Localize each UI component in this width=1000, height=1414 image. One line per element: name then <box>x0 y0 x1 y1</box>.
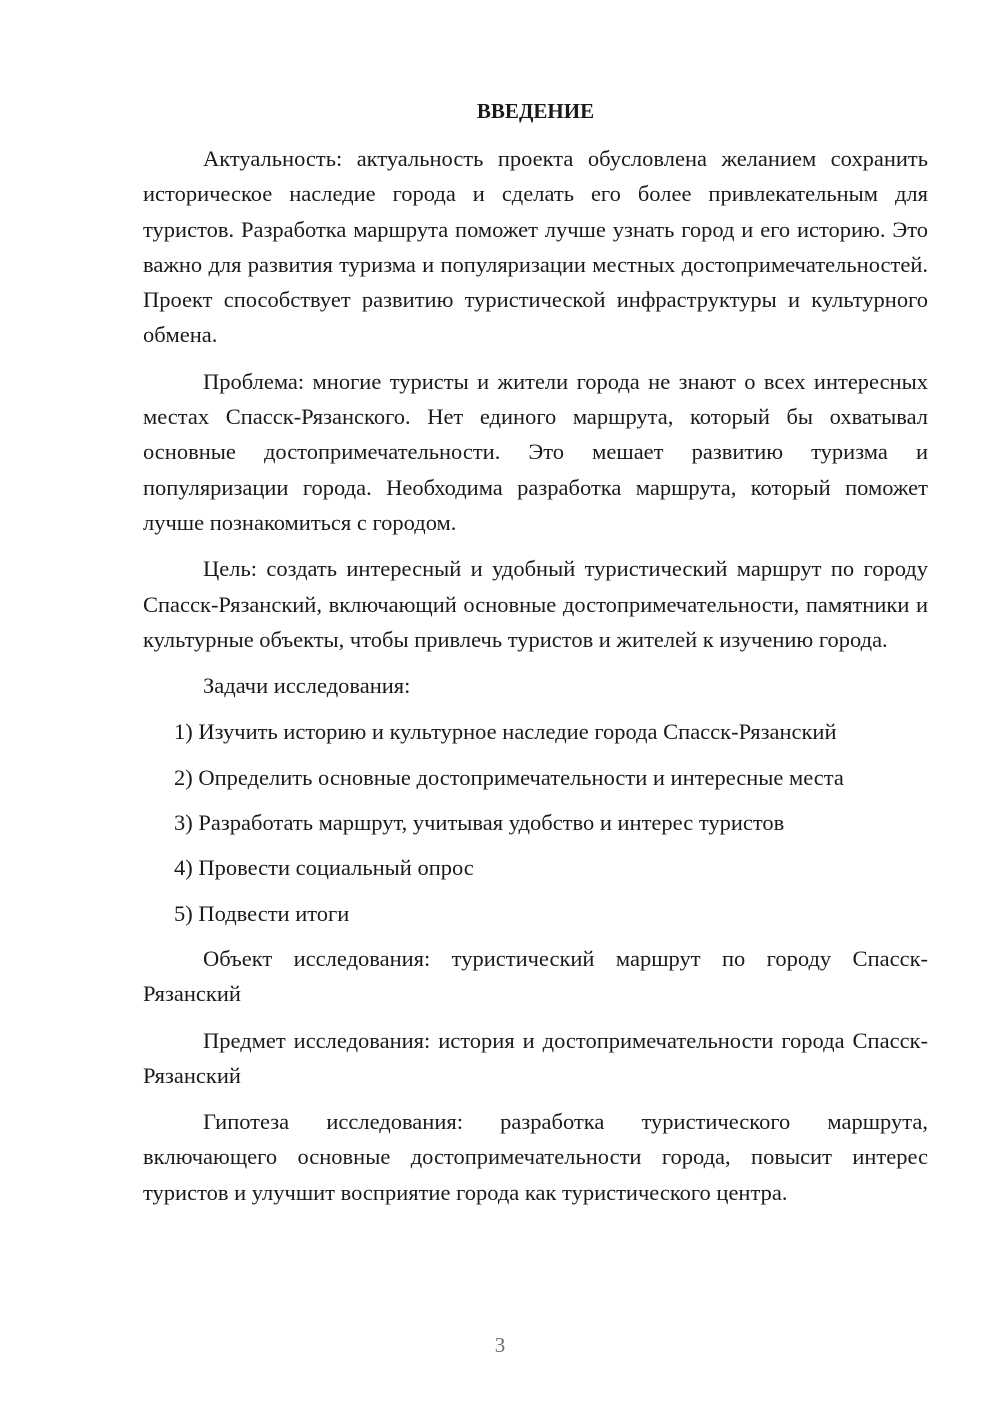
paragraph-goal: Цель: создать интересный и удобный туристический маршрут по городу Спасск-Рязанский, включающий основные достопримечательности, памятники и культурные объекты, чтобы привлечь туристов и жителей к изучению города. <box>143 556 928 652</box>
tasks-heading: Задачи исследования: <box>203 673 411 699</box>
paragraph-hypothesis: Гипотеза исследования: разработка туристического маршрута, включающего основные достопримечательности города, повысит интерес туристов и улучшит восприятие города как туристического центра. <box>143 1109 928 1205</box>
list-item: 1) Изучить историю и культурное наследие города Спасск-Рязанский <box>174 719 837 745</box>
document-body <box>143 141 928 1221</box>
list-item: 3) Разработать маршрут, учитывая удобство и интерес туристов <box>174 810 785 836</box>
list-item: 4) Провести социальный опрос <box>174 855 474 881</box>
page-number: 3 <box>494 1333 506 1357</box>
page-title: ВВЕДЕНИЕ <box>476 99 595 123</box>
list-item: 5) Подвести итоги <box>174 900 350 926</box>
tasks-list <box>143 714 928 930</box>
paragraph-problem: Проблема: многие туристы и жители города не знают о всех интересных местах Спасск-Рязанского. Нет единого маршрута, который бы охватывал основные достопримечательности. Это мешает развитию туризма и популяризации города. Необходима разработка маршрута, который поможет лучше познакомиться с городом. <box>143 368 928 535</box>
list-item: 2) Определить основные достопримечательности и интересные места <box>174 764 844 790</box>
paragraph-object: Объект исследования: туристический маршрут по городу Спасск-Рязанский <box>143 945 928 1007</box>
paragraph-relevance: Актуальность: актуальность проекта обусловлена желанием сохранить историческое наследие города и сделать его более привлекательным для туристов. Разработка маршрута поможет лучше узнать город и его историю. Это важно для развития туризма и популяризации местных достопримечательностей. Проект способствует развитию туристической инфраструктуры и культурного обмена. <box>143 146 928 348</box>
paragraph-subject: Предмет исследования: история и достопримечательности города Спасск-Рязанский <box>143 1027 928 1088</box>
